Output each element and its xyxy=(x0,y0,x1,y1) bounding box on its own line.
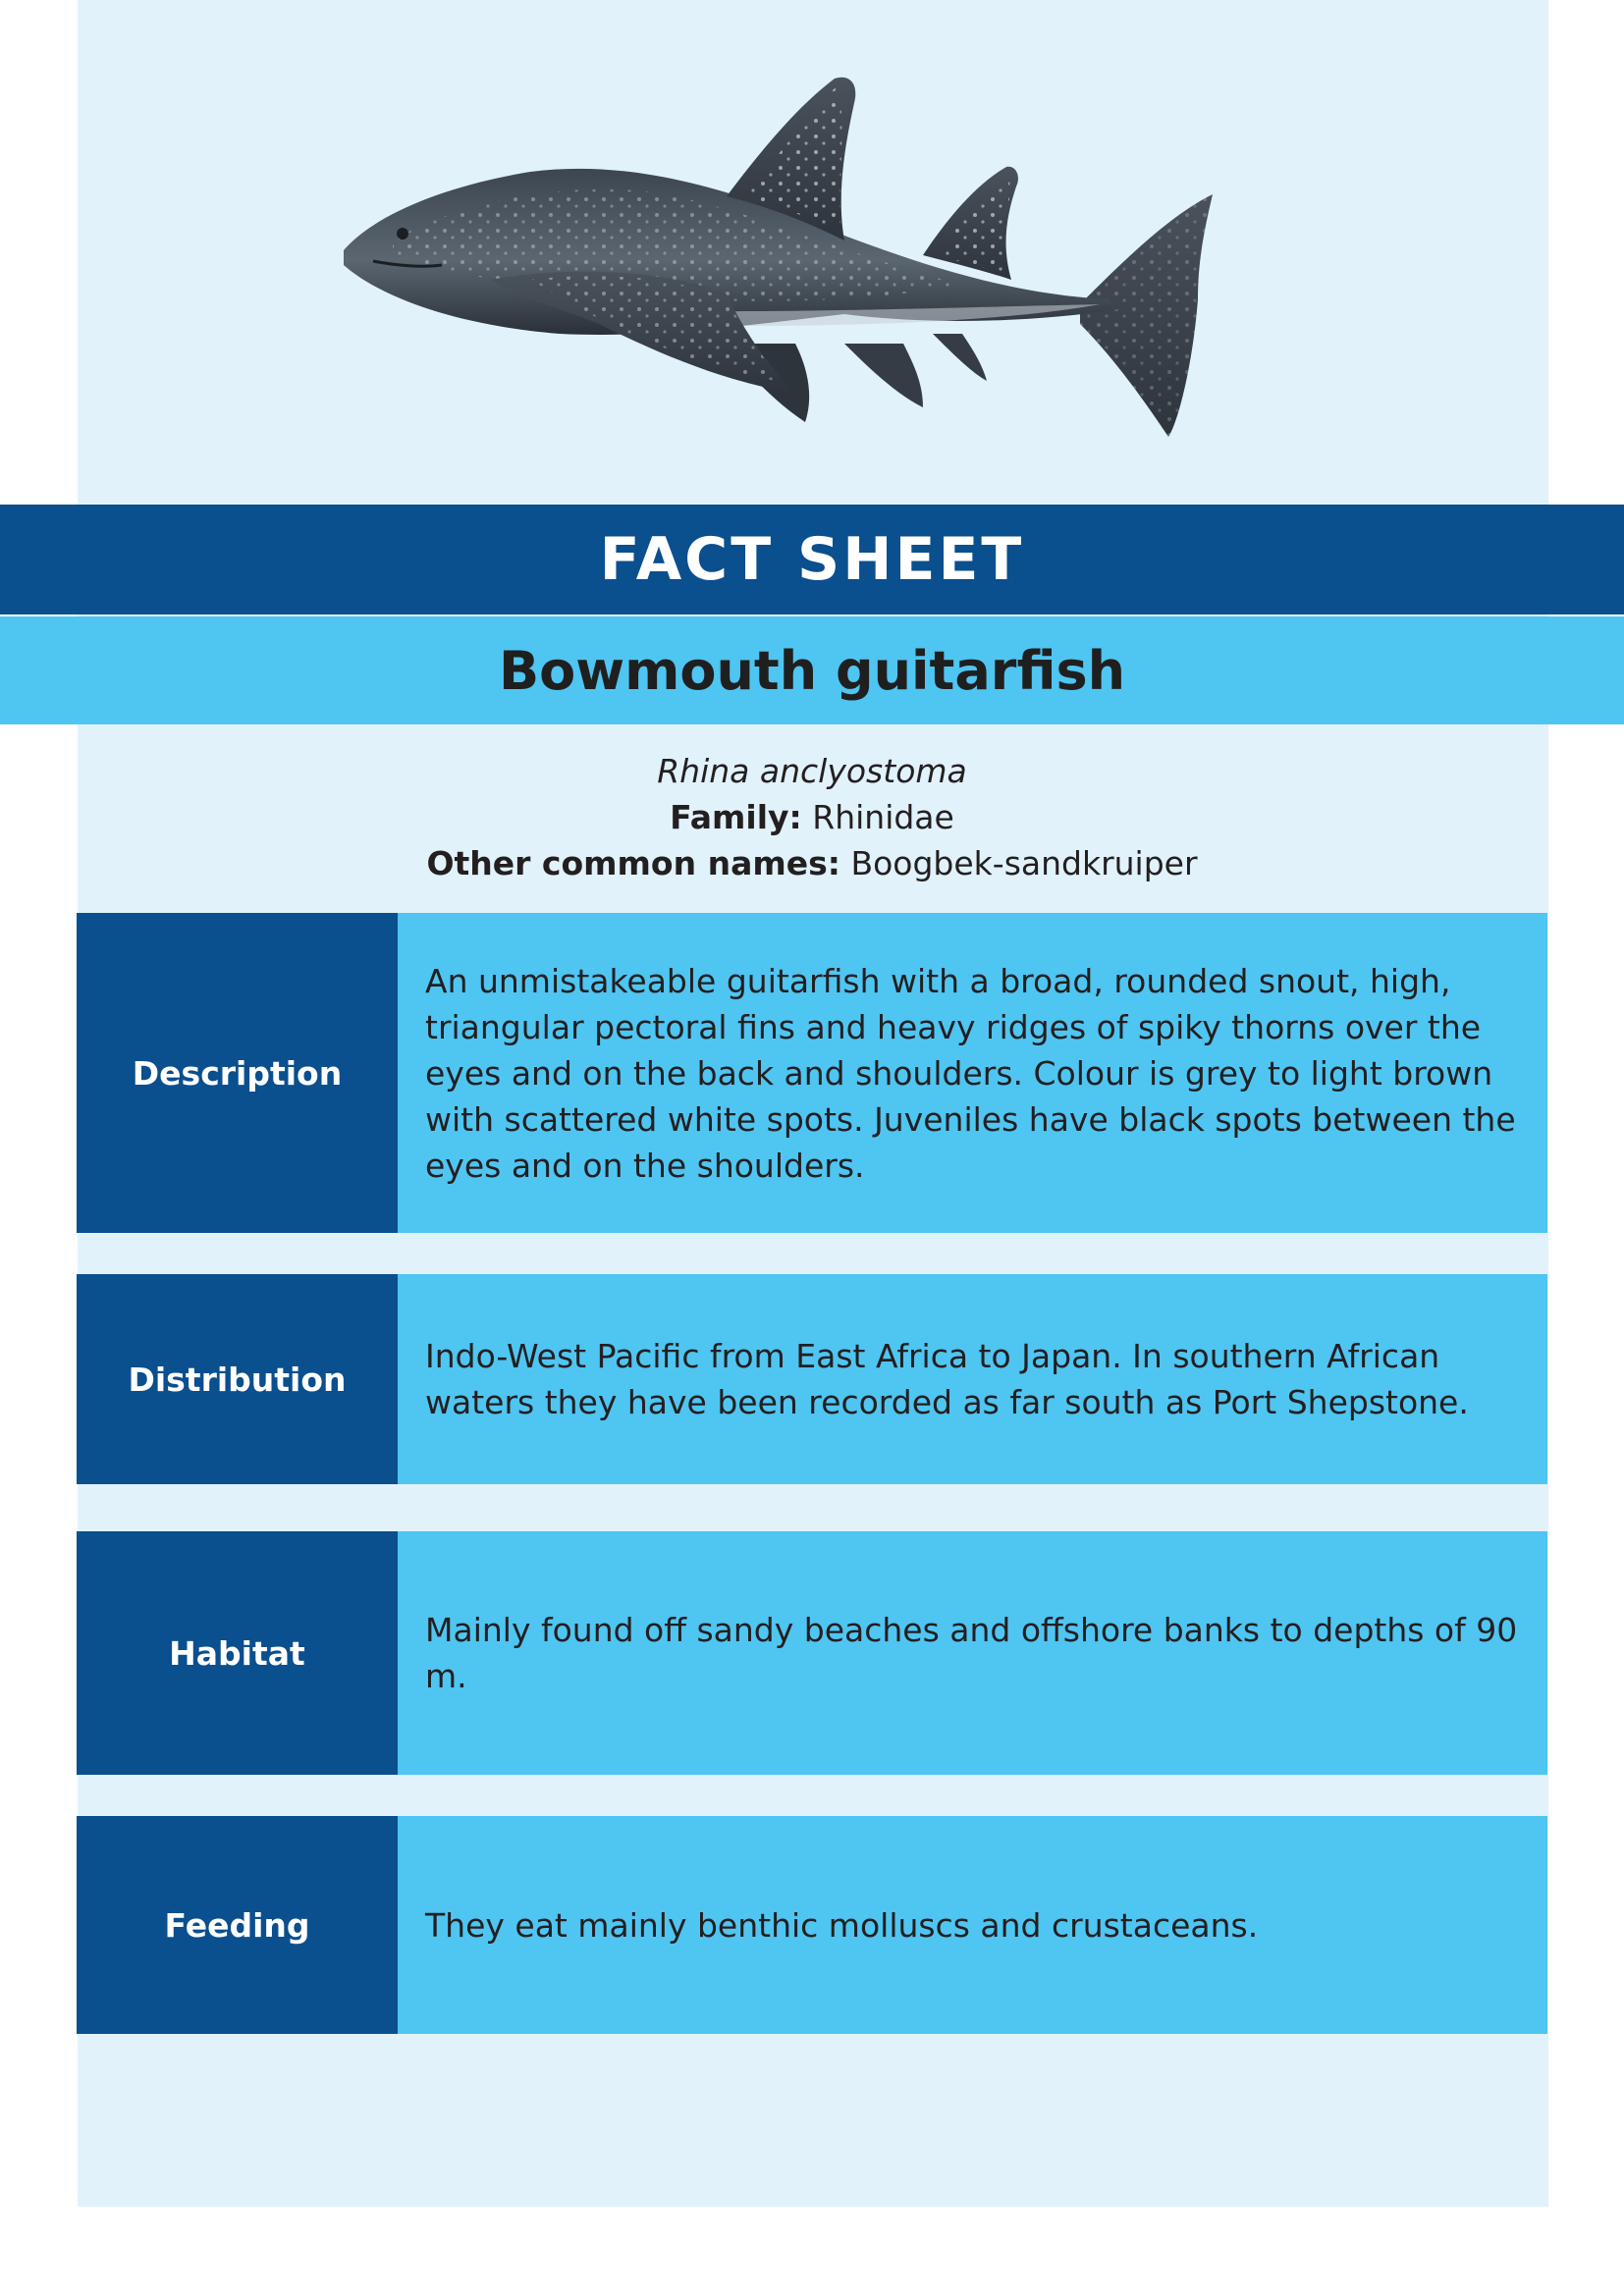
feeding-content xyxy=(398,1816,1547,2034)
description-content xyxy=(398,913,1547,1233)
distribution-label: Distribution xyxy=(77,1274,398,1484)
distribution-row xyxy=(77,1274,1547,1484)
feeding-row xyxy=(77,1816,1547,2034)
distribution-text: Indo-West Pacific from East Africa to Japan. In southern African waters they have been recorded as far south as Port Shepstone. xyxy=(425,1337,1469,1421)
other-names-line xyxy=(0,840,1624,886)
guitarfish-illustration xyxy=(334,69,1316,452)
fact-sheet-banner xyxy=(0,505,1624,614)
feeding-label: Feeding xyxy=(77,1816,398,2034)
species-banner xyxy=(0,616,1624,724)
description-row xyxy=(77,913,1547,1233)
distribution-content xyxy=(398,1274,1547,1484)
description-label: Description xyxy=(77,913,398,1233)
taxonomy-block xyxy=(0,748,1624,886)
family-line xyxy=(0,794,1624,840)
habitat-text: Mainly found off sandy beaches and offshore banks to depths of 90 m. xyxy=(425,1611,1518,1695)
habitat-row xyxy=(77,1531,1547,1775)
other-names-label: Other common names: xyxy=(426,844,840,882)
description-text: An unmistakeable guitarfish with a broad, rounded snout, high, triangular pectoral fins and heavy ridges of spiky thorns over the eyes and on the back and shoulders. Colour is grey to light brown with scattered white spots. Juveniles have black spots between the eyes and on the shoulders. xyxy=(425,961,1516,1185)
family-value: Rhinidae xyxy=(812,798,954,836)
habitat-label: Habitat xyxy=(77,1531,398,1775)
habitat-content xyxy=(398,1531,1547,1775)
feeding-text: They eat mainly benthic molluscs and crustaceans. xyxy=(425,1905,1259,1945)
fact-sheet-title: FACT SHEET xyxy=(599,525,1025,594)
species-common-name: Bowmouth guitarfish xyxy=(498,639,1126,702)
family-label: Family: xyxy=(670,798,802,836)
other-names-value: Boogbek-sandkruiper xyxy=(850,844,1198,882)
scientific-name: Rhina anclyostoma xyxy=(657,752,967,790)
